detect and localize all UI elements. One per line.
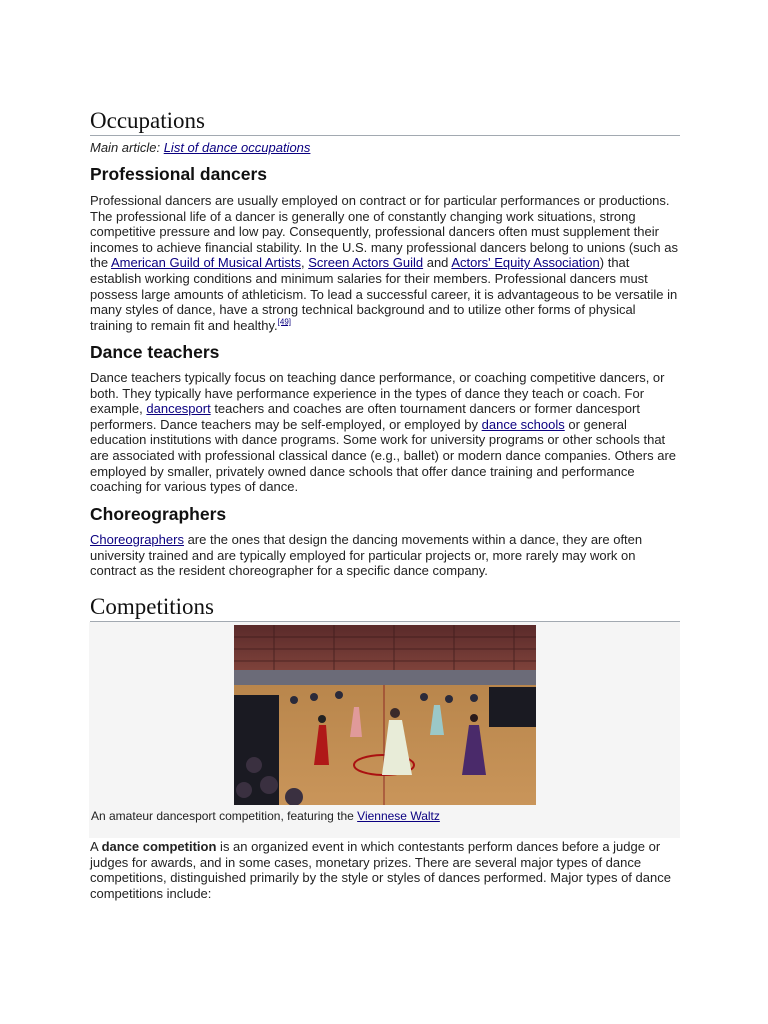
text: ) that establish working conditions and minimum salaries for their members. Professional dancers must possess large amounts of athleticism. To lead a successful career, it is advantageous to be versatile in many styles of dance, have a strong technical background and to utilize other forms of physical training to remain fit and healthy. (90, 255, 678, 333)
text: , (300, 255, 309, 271)
text: or general education institutions with dance programs. Some work for university programs or other schools that are associated with professional classical dance (e.g., ballet) or modern dance companies. Others are employed by smaller, privately owned dance schools that offer dance training and performance coaching for various types of dance. (90, 416, 677, 495)
hatnote-prefix: Main article: (90, 140, 164, 155)
text: and (423, 255, 452, 271)
link-list-of-dance-occupations[interactable]: List of dance occupations (163, 140, 311, 155)
text: is an organized event in which contestants perform dances before a judge or judges for awards, and in some cases, monetary prizes. There are several major types of dance competitions, distinguished primarily by the style or styles of dances performed. Major types of dance competitions include: (90, 839, 671, 901)
term-dance-competition: dance competition (101, 839, 217, 854)
text: teachers and coaches are often tournament dancers or former dancesport performers. Dance teachers may be self-employed, or employed by (90, 401, 640, 432)
link-american-guild-of-musical-artists[interactable]: American Guild of Musical Artists (110, 255, 301, 271)
figure-dancesport-competition (89, 622, 680, 838)
link-dance-schools[interactable]: dance schools (481, 416, 565, 432)
link-dancesport[interactable]: dancesport (146, 401, 211, 417)
paragraph-choreographers (90, 532, 680, 579)
section-heading-competitions: Competitions (90, 594, 680, 622)
caption-text: An amateur dancesport competition, featuring the (91, 809, 358, 823)
main-article-hatnote (90, 140, 680, 156)
reference-49[interactable]: [49] (277, 317, 291, 327)
text: Professional dancers are usually employed on contract or for particular performances or productions. The professional life of a dancer is generally one of constantly changing work situations, strong competitive pressure and low pay. Consequently, professional dancers often must supplement their incomes to achieve financial stability. In the U.S. many professional dancers belong to unions (such as the (90, 193, 678, 271)
dancesport-competition-photo (234, 625, 536, 805)
paragraph-dance-teachers (90, 370, 680, 495)
text: Dance teachers typically focus on teaching dance performance, or coaching competitive dancers, or both. They typically have performance experience in the types of dance they teach or coach. For example, (90, 370, 665, 417)
text: A (90, 839, 102, 854)
link-actors-equity-association[interactable]: Actors' Equity Association (451, 255, 600, 271)
link-screen-actors-guild[interactable]: Screen Actors Guild (308, 255, 424, 271)
text: are the ones that design the dancing movements within a dance, they are often university trained and are typically employed for particular projects or, more rarely may work on contract as the resident choreographer for a specific dance company. (90, 532, 643, 579)
section-heading-occupations: Occupations (90, 108, 680, 136)
subheading-professional-dancers: Professional dancers (90, 164, 268, 184)
subheading-dance-teachers: Dance teachers (90, 342, 220, 362)
paragraph-professional-dancers (90, 193, 680, 333)
subheading-choreographers: Choreographers (90, 504, 227, 524)
paragraph-dance-competition (90, 839, 680, 901)
link-viennese-waltz[interactable]: Viennese Waltz (357, 809, 440, 823)
link-choreographers[interactable]: Choreographers (90, 532, 184, 547)
figure-caption (91, 809, 440, 823)
